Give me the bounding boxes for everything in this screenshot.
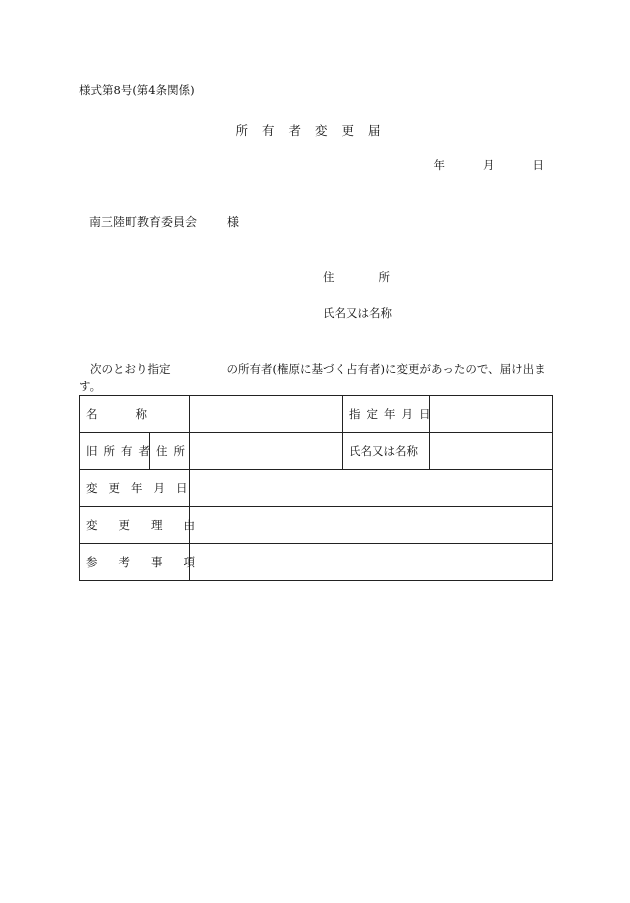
applicant-name-label: 氏名又は名称 bbox=[323, 306, 392, 320]
former-owner-address-label: 住所 bbox=[150, 433, 190, 470]
addressee-name: 南三陸町教育委員会 bbox=[89, 215, 198, 229]
form-number-label: 様式第8号(第4条関係) bbox=[79, 83, 195, 97]
applicant-address-label-a: 住 bbox=[323, 270, 335, 284]
table-row bbox=[80, 433, 553, 470]
remarks-label: 参考事項 bbox=[80, 544, 190, 581]
date-line bbox=[434, 157, 545, 173]
body-text-before: 次のとおり指定 bbox=[90, 362, 171, 376]
designation-date-label: 指定年月日 bbox=[343, 396, 430, 433]
notification-table bbox=[79, 395, 553, 581]
document-title: 所有者変更届 bbox=[235, 123, 395, 138]
addressee-honorific: 様 bbox=[227, 215, 240, 229]
former-owner-name-value-cell[interactable] bbox=[430, 433, 553, 470]
date-day-label: 日 bbox=[532, 158, 544, 172]
notification-body bbox=[79, 361, 551, 395]
date-month-label: 月 bbox=[483, 158, 495, 172]
addressee bbox=[89, 213, 239, 230]
remarks-value-cell[interactable] bbox=[190, 544, 553, 581]
name-value-cell[interactable] bbox=[190, 396, 343, 433]
table-row bbox=[80, 470, 553, 507]
former-owner-label: 旧所有者 bbox=[80, 433, 150, 470]
former-owner-name-label: 氏名又は名称 bbox=[343, 433, 430, 470]
name-label-b: 称 bbox=[135, 407, 147, 421]
change-date-value-cell[interactable] bbox=[190, 470, 553, 507]
table-row bbox=[80, 544, 553, 581]
change-reason-label: 変更理由 bbox=[80, 507, 190, 544]
change-date-label: 変更年月日 bbox=[80, 470, 190, 507]
applicant-address-label bbox=[323, 269, 390, 285]
body-text-after: の所有者(権原に基づく占有者)に変更があったので、届け出ます。 bbox=[79, 362, 546, 393]
date-year-label: 年 bbox=[433, 158, 445, 172]
name-label-a: 名 bbox=[86, 407, 98, 421]
change-reason-value-cell[interactable] bbox=[190, 507, 553, 544]
former-owner-address-value-cell[interactable] bbox=[190, 433, 343, 470]
table-row bbox=[80, 507, 553, 544]
name-label-cell bbox=[80, 396, 190, 433]
designation-date-value-cell[interactable] bbox=[430, 396, 553, 433]
applicant-address-label-b: 所 bbox=[378, 270, 390, 284]
table-row bbox=[80, 396, 553, 433]
